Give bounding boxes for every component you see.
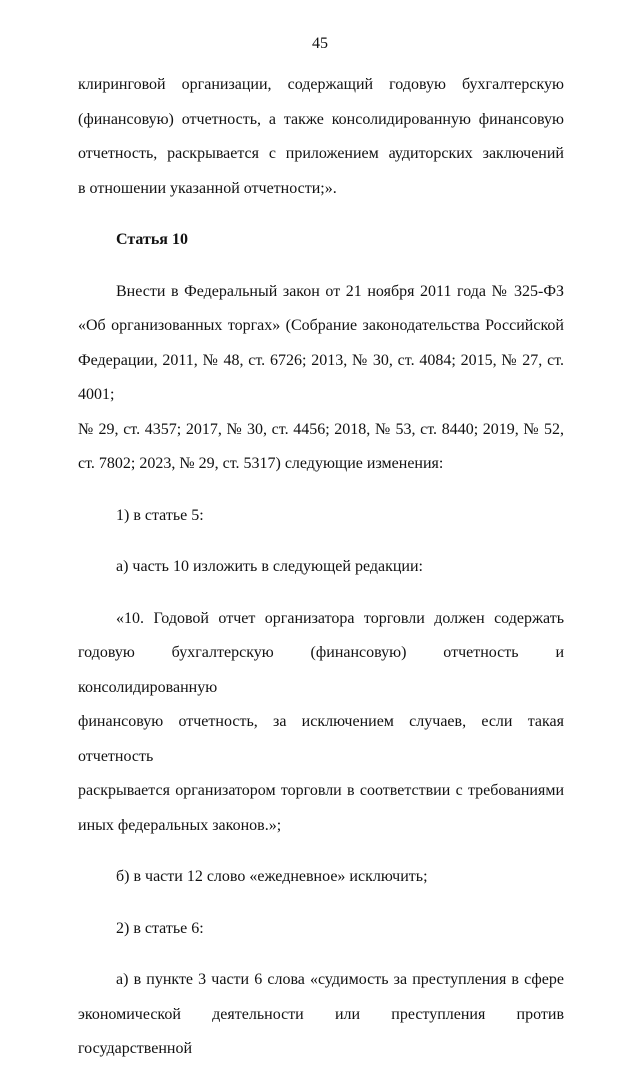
text-line: Федерации, 2011, № 48, ст. 6726; 2013, № 30, ст. 4084; 2015, № 27, ст. 4001; [78,351,564,403]
text-line: экономической деятельности или преступления против государственной [78,1005,564,1057]
page-number: 45 [312,35,328,52]
paragraph-item [78,963,564,1067]
paragraph-continuation [78,68,564,206]
document-body [78,68,564,1067]
text-line: а) в пункте 3 части 6 слова «судимость за преступления в сфере [116,971,564,988]
text-line: клиринговой организации, содержащий годовую бухгалтерскую [78,76,564,93]
text-line: годовую бухгалтерскую (финансовую) отчетность и консолидированную [78,644,564,696]
text-line: Внести в Федеральный закон от 21 ноября 2011 года № 325-ФЗ [116,282,564,300]
article-heading: Статья 10 [116,231,188,248]
text-line: «10. Годовой отчет организатора торговли должен содержать [116,609,564,627]
paragraph-item: 2) в статье 6: [116,919,204,937]
text-line: № 29, ст. 4357; 2017, № 30, ст. 4456; 2018, № 53, ст. 8440; 2019, № 52, [78,420,564,438]
text-line: финансовую отчетность, за исключением случаев, если такая отчетность [78,713,564,765]
paragraph-amendment-intro [78,275,564,482]
paragraph-item: 1) в статье 5: [116,506,204,524]
paragraph-item: б) в части 12 слово «ежедневное» исключить; [116,868,428,885]
text-line: «Об организованных торгах» (Собрание законодательства Российской [78,317,564,334]
paragraph-item: а) часть 10 изложить в следующей редакции: [116,558,423,575]
paragraph-quoted-text [78,602,564,844]
text-line: ст. 7802; 2023, № 29, ст. 5317) следующие изменения: [78,455,444,472]
article-heading-paragraph [78,223,564,258]
text-line: в отношении указанной отчетности;». [78,179,337,197]
text-line: отчетность, раскрывается с приложением аудиторских заключений [78,145,564,162]
text-line: (финансовую) отчетность, а также консолидированную финансовую [78,110,564,128]
text-line: раскрывается организатором торговли в соответствии с требованиями [78,782,564,799]
text-line: иных федеральных законов.»; [78,816,282,834]
